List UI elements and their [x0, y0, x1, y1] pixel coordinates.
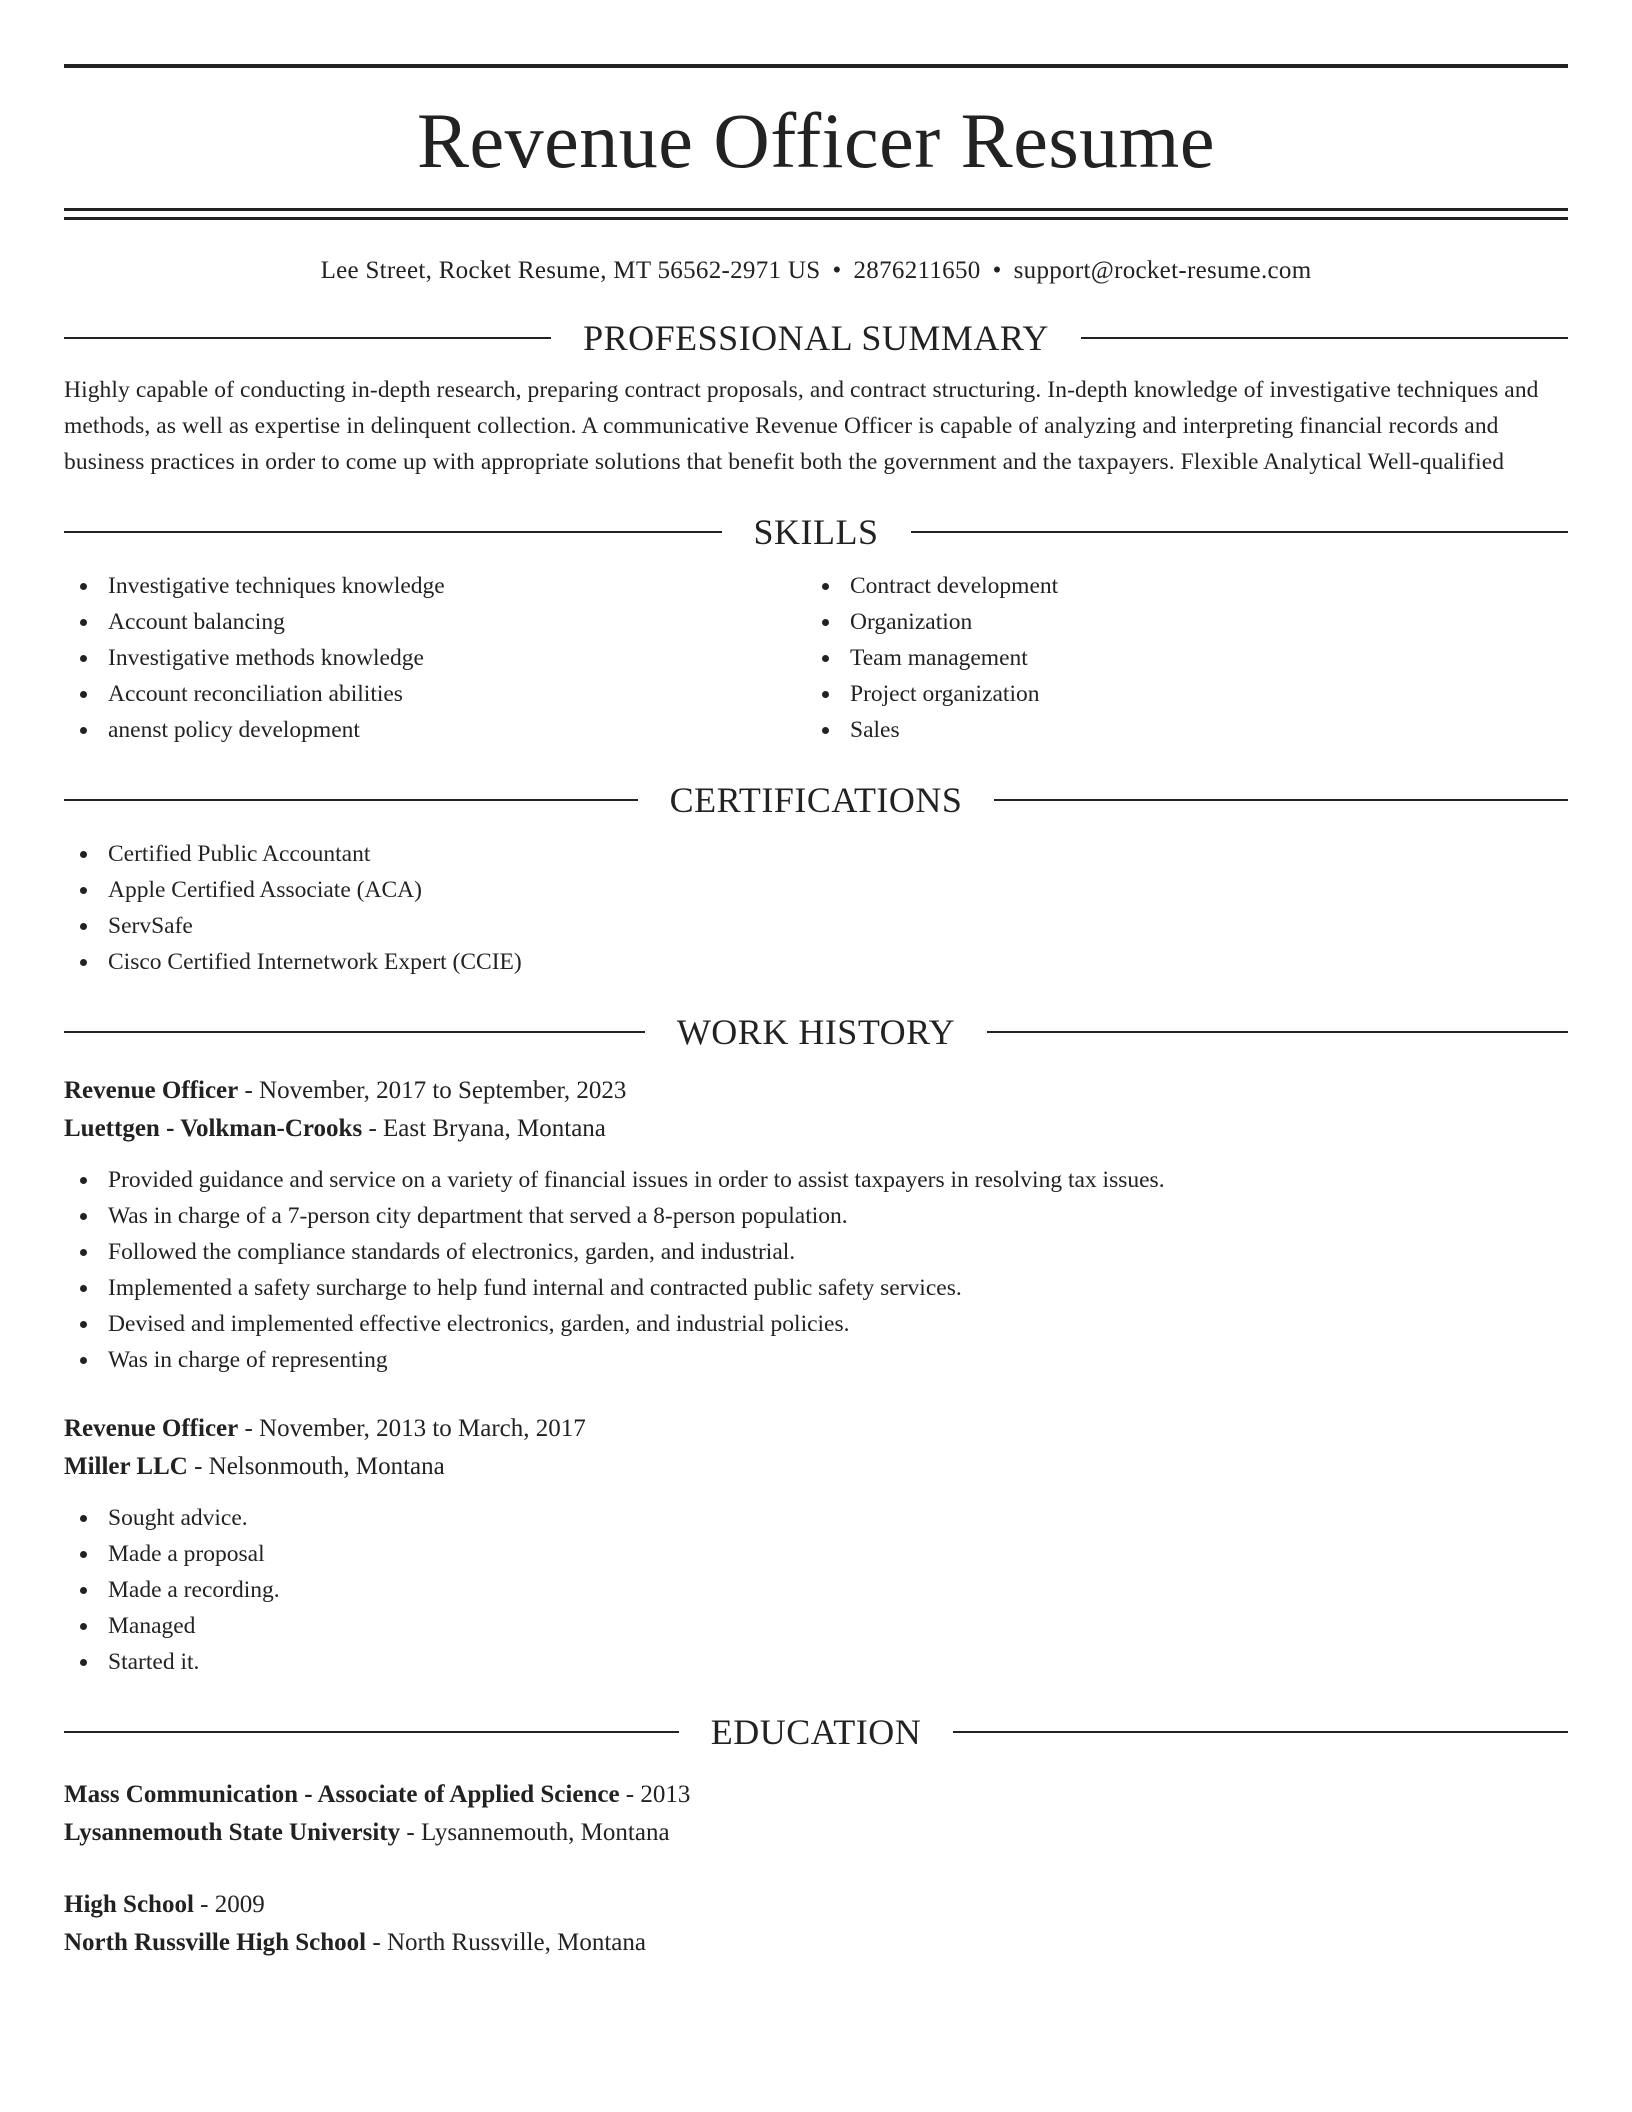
certification-item: Certified Public Accountant: [64, 836, 1568, 872]
section-title: PROFESSIONAL SUMMARY: [583, 318, 1049, 358]
job-title-line: [64, 1410, 1568, 1448]
skill-item: Organization: [806, 604, 1548, 640]
education-year: - 2013: [619, 1781, 691, 1808]
heading-rule-right: [994, 799, 1568, 801]
education-location: - Lysannemouth, Montana: [400, 1819, 670, 1846]
job-company: Miller LLC: [64, 1453, 188, 1480]
job-bullet: Provided guidance and service on a variety of financial issues in order to assist taxpayers in resolving tax issues.: [64, 1162, 1568, 1198]
contact-email: support@rocket-resume.com: [1013, 257, 1312, 284]
skill-item: Contract development: [806, 568, 1548, 604]
section-heading-certifications: [64, 778, 1568, 822]
job-dates: - November, 2013 to March, 2017: [238, 1415, 586, 1442]
education-school: North Russville High School: [64, 1929, 367, 1956]
education-degree-line: [64, 1776, 1568, 1814]
resume-page: [64, 64, 1568, 1962]
job-bullet: Started it.: [64, 1644, 1568, 1680]
page-title: Revenue Officer Resume: [417, 97, 1215, 184]
education-entry: [64, 1886, 1568, 1962]
education-degree-line: [64, 1886, 1568, 1924]
skills-column-left: [64, 568, 806, 748]
section-heading-education: [64, 1710, 1568, 1754]
heading-rule-right: [911, 531, 1569, 533]
job-bullets: [64, 1500, 1568, 1680]
education-school-line: [64, 1924, 1568, 1962]
job-location: - Nelsonmouth, Montana: [187, 1453, 445, 1480]
job-bullet: Devised and implemented effective electronics, garden, and industrial policies.: [64, 1306, 1568, 1342]
job-bullet: Sought advice.: [64, 1500, 1568, 1536]
education-year: - 2009: [193, 1891, 265, 1918]
job-bullet: Made a proposal: [64, 1536, 1568, 1572]
skill-item: Account balancing: [64, 604, 806, 640]
heading-rule-left: [64, 531, 722, 533]
heading-rule-right: [987, 1031, 1568, 1033]
heading-rule-left: [64, 337, 551, 339]
contact-phone: 2876211650: [853, 257, 981, 284]
contact-line: [64, 256, 1568, 286]
heading-rule-left: [64, 799, 638, 801]
heading-rule-left: [64, 1731, 679, 1733]
contact-address: Lee Street, Rocket Resume, MT 56562-2971 US: [320, 257, 821, 284]
heading-rule-right: [1081, 337, 1568, 339]
job-bullet: Managed: [64, 1608, 1568, 1644]
summary-text: Highly capable of conducting in-depth research, preparing contract proposals, and contract structuring. In-depth knowledge of investigative techniques and methods, as well as expertise in delinquent collection. A communicative Revenue Officer is capable of analyzing and interpreting financial records and business practices in order to come up with appropriate solutions that benefit both the government and the taxpayers. Flexible Analytical Well-qualified: [64, 377, 1539, 475]
skill-item: Sales: [806, 712, 1548, 748]
education-school: Lysannemouth State University: [64, 1819, 401, 1846]
skill-item: Team management: [806, 640, 1548, 676]
certifications-list: [64, 836, 1568, 980]
contact-separator: •: [992, 257, 1002, 284]
job-location: - East Bryana, Montana: [362, 1115, 606, 1142]
section-heading-work-history: [64, 1010, 1568, 1054]
job-company-line: [64, 1110, 1568, 1148]
section-title: CERTIFICATIONS: [669, 780, 963, 820]
certification-item: Cisco Certified Internetwork Expert (CCIE): [64, 944, 1568, 980]
skill-item: Investigative methods knowledge: [64, 640, 806, 676]
education-school-line: [64, 1814, 1568, 1852]
job-entry: [64, 1072, 1568, 1378]
heading-rule-right: [953, 1731, 1568, 1733]
skill-item: Project organization: [806, 676, 1548, 712]
job-title-line: [64, 1072, 1568, 1110]
title-double-rule: [64, 208, 1568, 220]
certification-item: Apple Certified Associate (ACA): [64, 872, 1568, 908]
section-title: WORK HISTORY: [676, 1012, 956, 1052]
job-company-line: [64, 1448, 1568, 1486]
section-title: SKILLS: [753, 512, 879, 552]
skill-item: anenst policy development: [64, 712, 806, 748]
section-title: EDUCATION: [710, 1712, 922, 1752]
education-entry: [64, 1776, 1568, 1852]
job-entry: [64, 1410, 1568, 1680]
job-bullets: [64, 1162, 1568, 1378]
top-rule: [64, 64, 1568, 68]
job-dates: - November, 2017 to September, 2023: [238, 1077, 627, 1104]
education-location: - North Russville, Montana: [366, 1929, 646, 1956]
job-bullet: Was in charge of representing: [64, 1342, 1568, 1378]
education-degree: High School: [64, 1891, 194, 1918]
job-bullet: Made a recording.: [64, 1572, 1568, 1608]
skill-item: Investigative techniques knowledge: [64, 568, 806, 604]
skills-list: [64, 568, 1568, 748]
job-title: Revenue Officer: [64, 1415, 239, 1442]
education-degree: Mass Communication - Associate of Applied Science: [64, 1781, 620, 1808]
job-title: Revenue Officer: [64, 1077, 239, 1104]
section-heading-skills: [64, 510, 1568, 554]
job-bullet: Followed the compliance standards of electronics, garden, and industrial.: [64, 1234, 1568, 1270]
job-bullet: Implemented a safety surcharge to help fund internal and contracted public safety services.: [64, 1270, 1568, 1306]
contact-separator: •: [832, 257, 842, 284]
skill-item: Account reconciliation abilities: [64, 676, 806, 712]
certification-item: ServSafe: [64, 908, 1568, 944]
section-heading-summary: [64, 316, 1568, 360]
skills-column-right: [806, 568, 1548, 748]
job-bullet: Was in charge of a 7-person city department that served a 8-person population.: [64, 1198, 1568, 1234]
heading-rule-left: [64, 1031, 645, 1033]
job-company: Luettgen - Volkman-Crooks: [64, 1115, 363, 1142]
